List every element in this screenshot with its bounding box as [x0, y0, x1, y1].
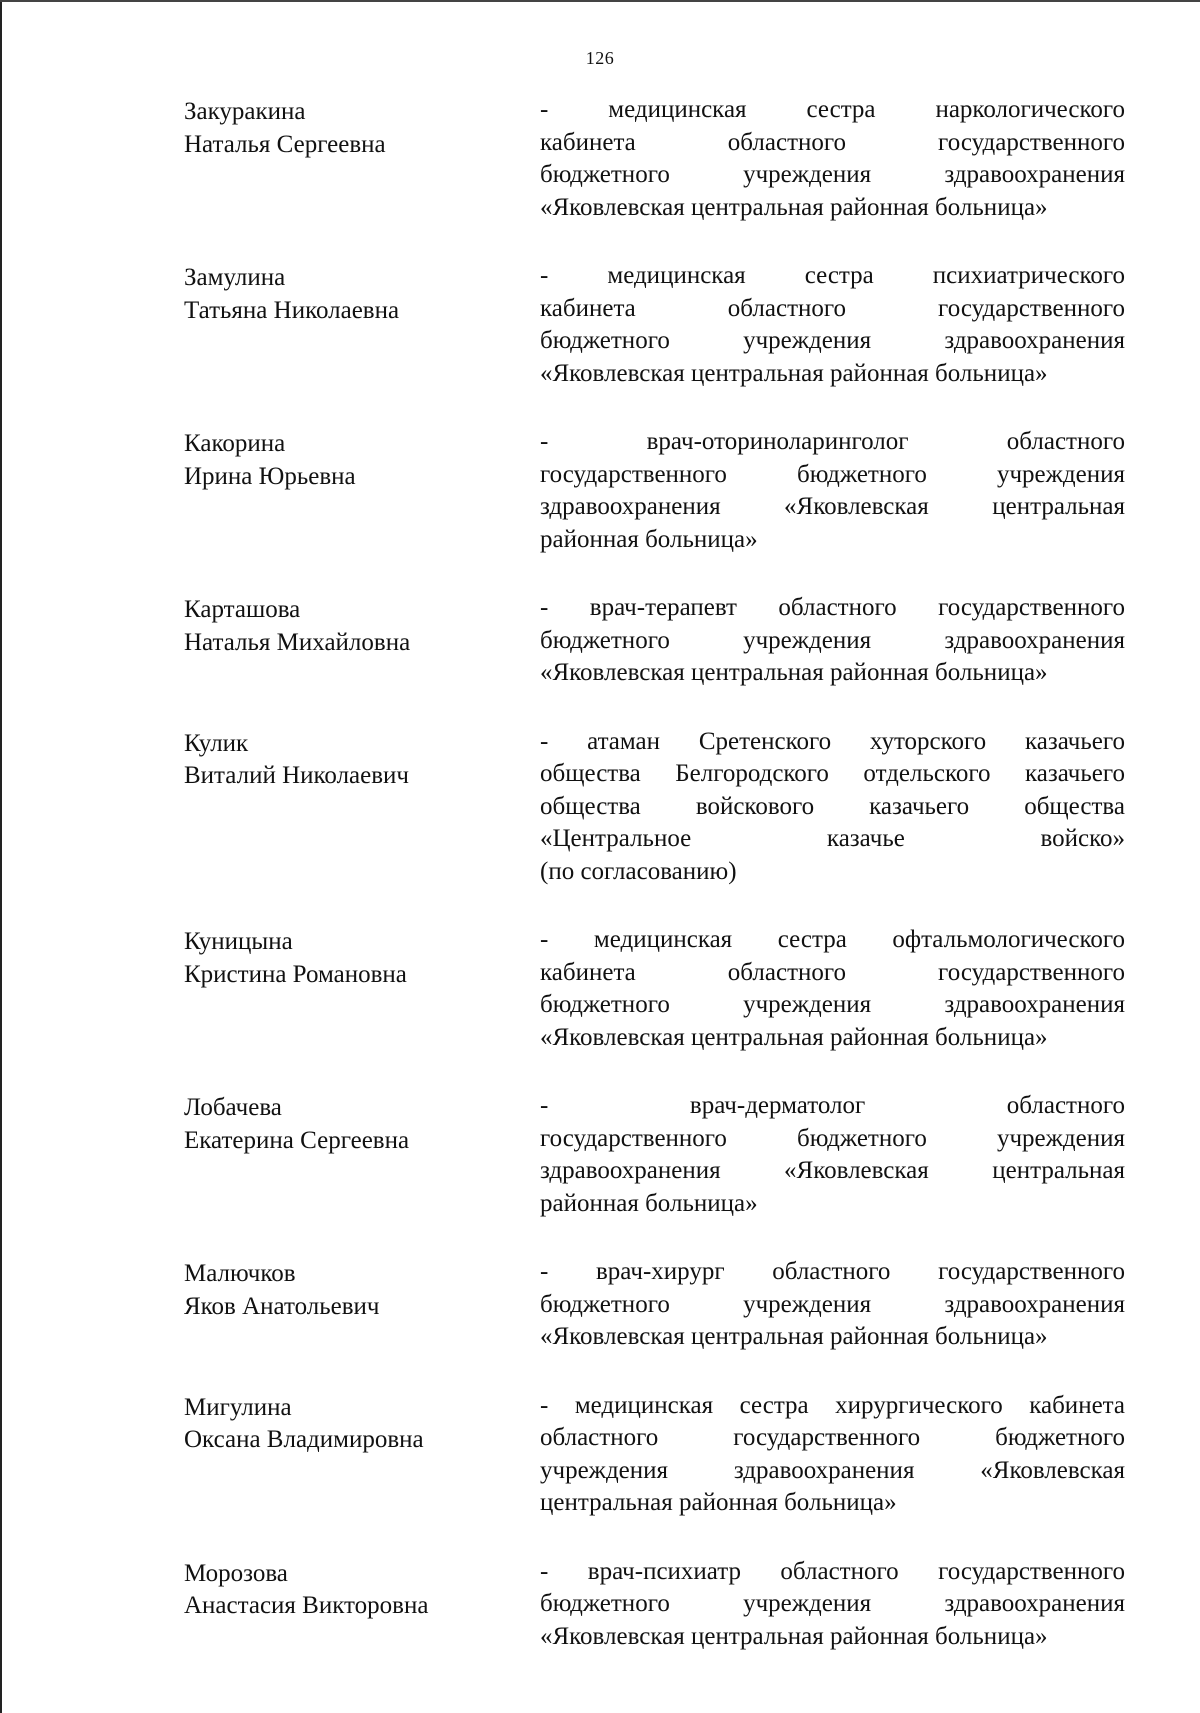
description-line: бюджетного учреждения здравоохранения	[540, 991, 1125, 1018]
page-number: 126	[585, 48, 615, 68]
person-name	[184, 594, 514, 659]
given-names: Наталья Михайловна	[184, 628, 411, 656]
surname: Мигулина	[184, 1393, 292, 1421]
description-line: «Яковлевская центральная районная больница»	[540, 659, 1048, 686]
list-item	[0, 1090, 1200, 1220]
description-line: бюджетного учреждения здравоохранения	[540, 1590, 1125, 1617]
list-item	[0, 924, 1200, 1054]
given-names: Наталья Сергеевна	[184, 130, 386, 158]
member-list	[0, 94, 1200, 1689]
position-description	[540, 592, 1125, 690]
description-line: кабинета областного государственного	[540, 958, 1125, 986]
given-names: Анастасия Викторовна	[184, 1592, 429, 1619]
description-line: - врач-хирург областного государственного	[540, 1258, 1125, 1285]
surname: Замулина	[184, 264, 286, 291]
person-name	[184, 1392, 514, 1457]
list-item	[0, 94, 1200, 224]
list-item	[0, 1256, 1200, 1354]
list-item	[0, 260, 1200, 390]
description-line: «Яковлевская центральная районная больница»	[540, 1622, 1048, 1650]
position-description	[540, 426, 1125, 556]
description-line: кабинета областного государственного	[540, 294, 1125, 322]
description-line: - медицинская сестра психиатрического	[540, 262, 1125, 289]
surname: Кулик	[184, 729, 249, 757]
description-line: центральная районная больница»	[540, 1489, 897, 1516]
description-line: бюджетного учреждения здравоохранения	[540, 626, 1125, 654]
position-description	[540, 94, 1125, 224]
description-line: «Яковлевская центральная районная больница»	[540, 1323, 1048, 1350]
description-line: бюджетного учреждения здравоохранения	[540, 1290, 1125, 1318]
description-line: - врач-психиатр областного государственного	[540, 1557, 1125, 1585]
surname: Куницына	[184, 928, 293, 955]
person-name	[184, 1558, 514, 1623]
description-line: «Яковлевская центральная районная больница»	[540, 1023, 1048, 1051]
surname: Лобачева	[184, 1094, 282, 1121]
page-edge-top	[0, 0, 1200, 2]
description-line: - атаман Сретенского хуторского казачьего	[540, 727, 1125, 755]
given-names: Яков Анатольевич	[184, 1292, 380, 1320]
description-line: общества войскового казачьего общества	[540, 792, 1125, 820]
position-description	[540, 260, 1125, 390]
description-line: общества Белгородского отдельского казачьего	[540, 760, 1125, 787]
list-item	[0, 726, 1200, 889]
description-line: государственного бюджетного учреждения	[540, 460, 1125, 488]
given-names: Оксана Владимировна	[184, 1426, 424, 1453]
surname: Морозова	[184, 1559, 288, 1587]
description-line: учреждения здравоохранения «Яковлевская	[540, 1456, 1125, 1484]
description-line: бюджетного учреждения здравоохранения	[540, 327, 1125, 354]
description-line: районная больница»	[540, 1189, 758, 1217]
position-description	[540, 1556, 1125, 1654]
position-description	[540, 924, 1125, 1054]
given-names: Екатерина Сергеевна	[184, 1126, 410, 1154]
description-line: - врач-дерматолог областного	[540, 1092, 1125, 1119]
description-line: (по согласованию)	[540, 857, 737, 885]
description-line: - медицинская сестра наркологического	[540, 96, 1125, 123]
surname: Карташова	[184, 596, 301, 623]
given-names: Виталий Николаевич	[184, 762, 409, 789]
surname: Закуракина	[184, 98, 306, 125]
description-line: бюджетного учреждения здравоохранения	[540, 161, 1125, 188]
person-name	[184, 96, 514, 161]
given-names: Татьяна Николаевна	[184, 296, 400, 324]
description-line: кабинета областного государственного	[540, 128, 1125, 156]
list-item	[0, 1390, 1200, 1520]
person-name	[184, 728, 514, 793]
description-line: - медицинская сестра офтальмологического	[540, 926, 1125, 953]
position-description	[540, 1256, 1125, 1354]
person-name	[184, 1258, 514, 1323]
person-name	[184, 428, 514, 493]
person-name	[184, 1092, 514, 1157]
given-names: Ирина Юрьевна	[184, 462, 356, 490]
description-line: «Яковлевская центральная районная больница»	[540, 193, 1048, 221]
description-line: «Центральное казачье войско»	[540, 825, 1125, 852]
description-line: здравоохранения «Яковлевская центральная	[540, 1157, 1125, 1184]
list-item	[0, 1556, 1200, 1654]
position-description	[540, 726, 1125, 889]
description-line: - врач-терапевт областного государственного	[540, 594, 1125, 621]
description-line: здравоохранения «Яковлевская центральная	[540, 493, 1125, 520]
description-line: областного государственного бюджетного	[540, 1424, 1125, 1451]
description-line: районная больница»	[540, 525, 758, 553]
position-description	[540, 1090, 1125, 1220]
position-description	[540, 1390, 1125, 1520]
list-item	[0, 592, 1200, 690]
given-names: Кристина Романовна	[184, 960, 407, 988]
person-name	[184, 926, 514, 991]
person-name	[184, 262, 514, 327]
description-line: государственного бюджетного учреждения	[540, 1124, 1125, 1152]
description-line: - врач-оториноларинголог областного	[540, 428, 1125, 455]
description-line: - медицинская сестра хирургического кабинета	[540, 1391, 1125, 1419]
surname: Какорина	[184, 430, 286, 457]
surname: Малючков	[184, 1260, 296, 1287]
list-item	[0, 426, 1200, 556]
description-line: «Яковлевская центральная районная больница»	[540, 359, 1048, 387]
